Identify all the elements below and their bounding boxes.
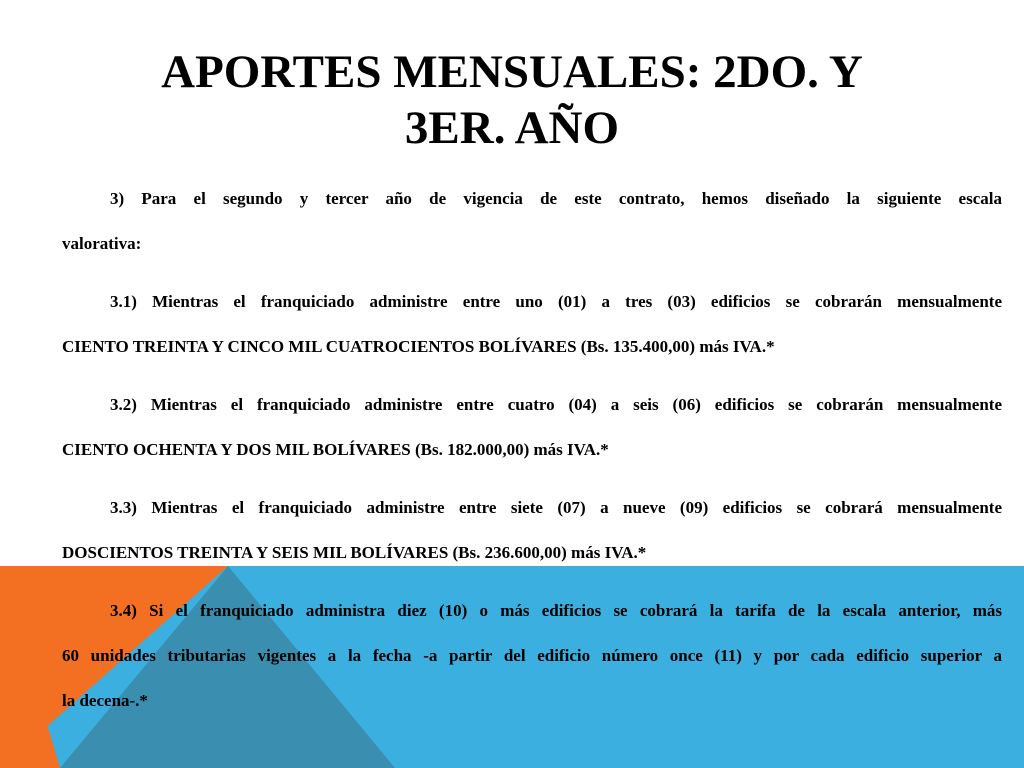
- paragraph-3-4-line-3: la decena-.*: [62, 691, 148, 710]
- paragraph-3-1-line-2: CIENTO TREINTA Y CINCO MIL CUATROCIENTOS BOLÍVARES (Bs. 135.400,00) más IVA.*: [62, 337, 775, 356]
- paragraph-3-3: [62, 485, 1002, 575]
- paragraph-3-1-line-1: 3.1) Mientras el franquiciado administre entre uno (01) a tres (03) edificios se cobrarán mensualmente: [110, 292, 1002, 311]
- paragraph-3-2: [62, 382, 1002, 472]
- paragraph-3-2-line-1: 3.2) Mientras el franquiciado administre entre cuatro (04) a seis (06) edificios se cobrarán mensualmente: [110, 395, 1002, 414]
- paragraph-3-3-line-2: DOSCIENTOS TREINTA Y SEIS MIL BOLÍVARES (Bs. 236.600,00) más IVA.*: [62, 543, 647, 562]
- paragraph-3-2-line-2: CIENTO OCHENTA Y DOS MIL BOLÍVARES (Bs. 182.000,00) más IVA.*: [62, 440, 609, 459]
- paragraph-3-4: [62, 588, 1002, 723]
- paragraph-3-3-line-1: 3.3) Mientras el franquiciado administre entre siete (07) a nueve (09) edificios se cobrará mensualmente: [110, 498, 1002, 517]
- paragraph-3: [62, 176, 1002, 266]
- paragraph-3-4-line-1: 3.4) Si el franquiciado administra diez (10) o más edificios se cobrará la tarifa de la escala anterior, más: [110, 601, 1002, 620]
- slide-body: [62, 176, 1002, 736]
- slide-title-line-1: APORTES MENSUALES: 2DO. Y: [161, 46, 863, 98]
- paragraph-3-line-1: 3) Para el segundo y tercer año de vigencia de este contrato, hemos diseñado la siguiente escala: [110, 189, 1002, 208]
- paragraph-3-line-2: valorativa:: [62, 234, 142, 253]
- slide-title-line-2: 3ER. AÑO: [404, 102, 620, 154]
- paragraph-3-4-line-2: 60 unidades tributarias vigentes a la fecha -a partir del edificio número once (11) y por cada edificio superior a: [62, 646, 1002, 665]
- paragraph-3-1: [62, 279, 1002, 369]
- slide-title: [0, 44, 1024, 156]
